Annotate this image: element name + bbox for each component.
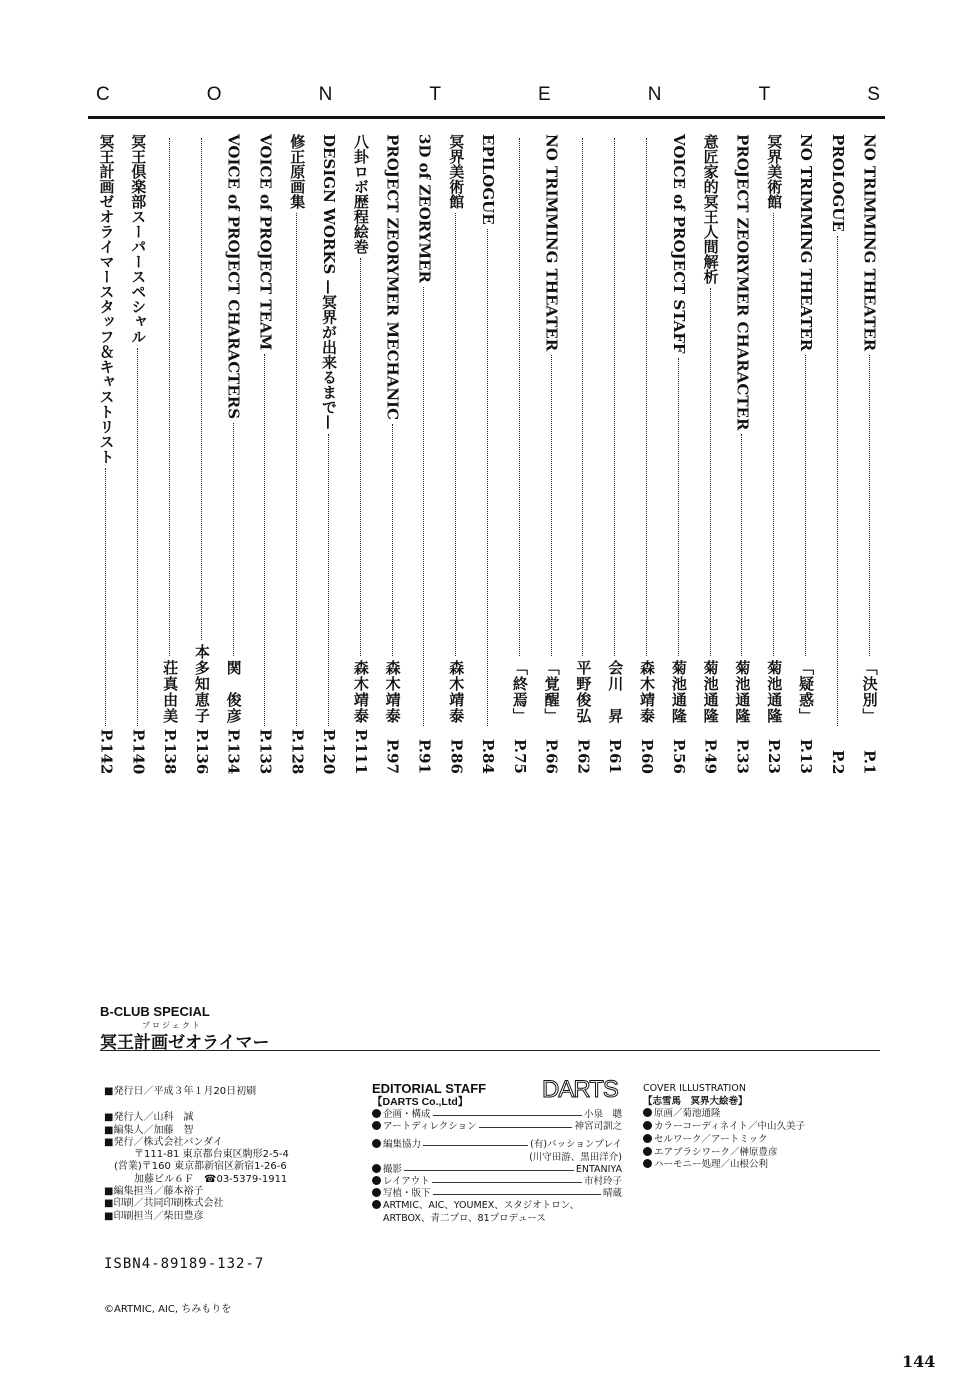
pub-info-line: (営業)〒160 東京都新宿区新宿1-26-6 [104,1161,287,1173]
toc-page: P.133 [256,728,275,774]
toc-author: 森木靖泰 [447,660,466,724]
contents-letter: C [96,84,110,105]
bullet-icon [643,1134,652,1143]
toc-author: 菊池通隆 [701,660,720,724]
contents-letter: T [429,84,441,105]
toc-author: 菊池通隆 [669,660,688,724]
cover-credit [643,1108,883,1121]
toc-page: P.84 [479,739,498,774]
staff-row [372,1188,622,1200]
toc-title: PROLOGUE [828,134,847,232]
staff-role: 撮影 [383,1163,403,1175]
toc-page: P.120 [320,728,339,774]
cover-subtitle: 【志雪馬 冥界大絵巻】 [643,1095,748,1107]
toc-title: 意匠家的冥王人間解析 [701,134,720,284]
dot-leader [328,434,329,726]
toc-entry[interactable] [662,134,694,774]
cover-credit [643,1147,883,1160]
toc-title: 冥界美術館 [765,134,784,209]
pub-info-line [104,1098,364,1112]
toc-page: P.13 [797,739,816,774]
toc-entry[interactable] [90,134,122,774]
contents-letter: E [538,84,551,105]
cover-credit [643,1134,883,1147]
toc-entry[interactable] [313,134,345,774]
dot-leader [805,355,806,656]
toc-entry[interactable] [567,134,599,774]
bullet-icon [643,1121,652,1130]
dot-leader [614,138,615,656]
editorial-staff [372,1076,622,1225]
staff-row [372,1164,622,1176]
cover-credit-text: 原画／菊池通隆 [654,1108,721,1120]
toc-page: P.1 [860,749,879,774]
toc-title: 冥王計画ゼオライマースタッフ＆キャストリスト [97,134,116,464]
dot-leader [423,287,424,726]
leader-line [423,1139,528,1146]
toc-title: PROJECT ZEORYMER MECHANIC [383,134,402,421]
toc-page: P.23 [765,739,784,774]
staff-name: 市村玲子 [583,1176,622,1188]
cover-credit [643,1159,883,1172]
page-number: 144 [902,1352,936,1371]
toc-entry[interactable] [408,134,440,774]
dot-leader [169,138,170,656]
cover-credit-text: ハーモニー処理／山根公利 [654,1159,769,1171]
toc-author: 森木靖泰 [383,660,402,724]
toc-entry[interactable] [344,134,376,774]
cover-credit-text: セルワーク／アートミック [654,1133,768,1145]
staff-role: 企画・構成 [383,1109,431,1120]
toc-entry[interactable] [376,134,408,774]
leader-line [433,1109,582,1116]
publication-info [104,1086,364,1223]
dot-leader [105,468,106,726]
pub-info-line: 〒111-81 東京都台東区駒形2-5-4 [104,1149,289,1161]
dot-leader [137,348,138,726]
staff-rows [372,1109,622,1200]
cover-credit-text: エアブラシワーク／榊原豊彦 [654,1146,778,1158]
staff-name: 小泉 聰 [583,1109,622,1120]
dot-leader [233,423,234,656]
bullet-icon [372,1164,381,1173]
toc-entry[interactable] [853,134,885,774]
bullet-icon [372,1188,381,1197]
bullet-icon [372,1109,381,1118]
pub-info-line: ■印刷担当／柴田豊彦 [104,1210,204,1222]
toc-entry[interactable] [503,134,535,774]
dot-leader [551,355,552,656]
staff-row [372,1121,622,1133]
toc-entry[interactable] [535,134,567,774]
toc-author: 会川 昇 [606,660,625,724]
staff-name: (有)パッションプレイ [530,1139,622,1151]
staff-row [372,1152,622,1164]
staff-credits: ARTMIC、AIC、YOUMEX、スタジオトロン、 [372,1200,622,1212]
toc-entry[interactable] [472,134,504,774]
cover-rows [643,1108,883,1172]
toc-entry[interactable] [821,134,853,774]
toc-page: P.60 [638,739,657,774]
toc-author: 「覚醒」 [542,660,561,724]
toc-page: P.66 [542,739,561,774]
toc-title: NO TRIMMING THEATER [860,134,879,352]
staff-name: 神宮司訓之 [574,1121,622,1133]
dot-leader [646,138,647,656]
toc-page: P.61 [606,739,625,774]
toc-title: NO TRIMMING THEATER [797,134,815,352]
dot-leader [392,424,393,656]
toc-entry[interactable] [281,134,313,774]
toc-page: P.138 [161,728,180,774]
leader-line [479,1121,573,1128]
bullet-icon [643,1147,652,1156]
toc-entry[interactable] [249,134,281,774]
toc-author: 菊池通隆 [765,660,784,724]
contents-letter: N [647,84,662,105]
toc-entry[interactable] [790,134,822,774]
bullet-icon [643,1159,652,1168]
pub-info-line: ■発行／株式会社バンダイ [104,1136,223,1148]
toc-author: 「決別」 [860,660,879,724]
toc-title: EPILOGUE [479,134,498,225]
toc-author: 菊池通隆 [733,660,752,724]
dot-leader [487,229,488,726]
cover-illustration [643,1083,883,1172]
staff-heading: EDITORIAL STAFF [372,1081,487,1096]
toc-title: 冥界美術館 [447,134,466,209]
toc-entry[interactable] [631,134,663,774]
toc-page: P.2 [828,749,847,774]
title-ruby: プロジェクト [142,1021,202,1030]
pub-info-line: ■編集担当／藤本裕子 [104,1186,204,1198]
toc-title: 八卦ロボ歴程絵巻 [351,134,370,254]
contents-letter: N [318,84,333,105]
book-title: 冥王計画ゼオライマー [100,1033,270,1053]
toc-entry[interactable] [726,134,758,774]
dot-leader [519,138,520,656]
toc-title: 冥王倶楽部スーパースペシャル [129,134,148,344]
dot-leader [455,213,456,656]
dot-leader [869,355,870,656]
toc-author: 関 俊彦 [224,660,243,724]
bullet-icon [643,1108,652,1117]
pub-info-line: ■発行人／山科 誠 [104,1112,194,1124]
leader-line [404,1164,574,1171]
toc-title: VOICE of PROJECT STAFF [669,134,688,354]
dot-leader [582,138,583,656]
toc-page: P.56 [669,739,688,774]
toc-title: VOICE of PROJECT CHARACTERS [224,134,243,420]
dot-leader [296,213,297,726]
staff-name: 晴蔵 [602,1188,622,1200]
toc-author: 「終焉」 [510,660,529,724]
leader-line [432,1176,582,1183]
isbn: ISBN4-89189-132-7 [104,1256,265,1272]
contents-letter: T [758,84,771,105]
dot-leader [773,213,774,656]
contents-letter: S [867,84,880,105]
toc-entry[interactable] [154,134,186,774]
top-rule [88,116,885,119]
bullet-icon [372,1139,381,1148]
toc-entry[interactable] [758,134,790,774]
toc-page: P.111 [351,728,370,774]
toc-author: 本多知恵子 [192,644,211,724]
dot-leader [837,236,838,726]
dot-leader [264,354,265,726]
toc-entry[interactable] [440,134,472,774]
toc-title: DESIGN WORKS —冥界が出来るまで— [320,134,339,430]
staff-role: 写植・版下 [383,1188,431,1200]
toc-author: 森木靖泰 [351,660,370,724]
copyright: ©ARTMIC, AIC, ちみもりを [104,1304,232,1315]
toc-page: P.128 [288,728,307,774]
contents-letter: O [206,84,222,105]
toc-author: 「疑惑」 [797,660,815,724]
dot-leader [710,288,711,656]
staff-row [372,1176,622,1188]
cover-heading: COVER ILLUSTRATION [643,1083,746,1094]
staff-company: 【DARTS Co.,Ltd】 [372,1096,469,1108]
staff-name: (川守田游、黒田洋介) [529,1151,622,1163]
toc-entry[interactable] [599,134,631,774]
toc-page: P.142 [97,728,116,774]
bullet-icon [372,1121,381,1130]
toc-title: VOICE of PROJECT TEAM [256,134,275,351]
toc-page: P.91 [415,739,434,774]
toc-entry[interactable] [185,134,217,774]
staff-row [372,1109,622,1121]
toc-title: NO TRIMMING THEATER [542,134,561,352]
darts-logo: DARTS [542,1076,618,1103]
toc-page: P.140 [129,728,148,774]
cover-credit [643,1121,883,1134]
toc-page: P.134 [224,728,243,774]
toc-page: P.62 [574,739,593,774]
dot-leader [678,358,679,656]
pub-info-line: ■編集人／加藤 智 [104,1124,194,1136]
pub-info-line: ■印刷／共同印刷株式会社 [104,1198,224,1210]
toc-page: P.33 [733,739,752,774]
bullet-icon [372,1176,381,1185]
staff-name: ENTANIYA [575,1163,622,1175]
toc-page: P.86 [447,739,466,774]
leader-line [433,1188,601,1195]
toc-entry[interactable] [122,134,154,774]
staff-role: アートディレクション [383,1121,477,1133]
staff-role: レイアウト [383,1176,430,1188]
toc-page: P.97 [383,739,402,774]
cover-credit-text: カラーコーディネイト／中山久美子 [654,1121,806,1133]
toc-title: 3D of ZEORYMER [415,134,434,284]
toc-entry[interactable] [217,134,249,774]
toc-page: P.49 [701,739,720,774]
toc-title: 修正原画集 [288,134,307,209]
dot-leader [201,138,202,640]
dot-leader [741,434,742,656]
toc-page: P.75 [510,739,529,774]
staff-credits-cont: ARTBOX、青二プロ、81プロデュース [383,1212,546,1224]
pub-info-line: 加藤ビル６Ｆ ☎03-5379-1911 [104,1173,288,1185]
table-of-contents [90,134,885,774]
bullet-icon [372,1200,381,1209]
toc-author: 平野俊弘 [574,660,593,724]
contents-heading [96,84,880,110]
staff-row [372,1139,622,1151]
pub-info-line: ■発行日／平成３年１月20日初刷 [104,1086,257,1097]
colophon-rule [100,1050,880,1051]
toc-author: 荘真由美 [161,660,180,724]
toc-page: P.136 [192,728,211,774]
toc-entry[interactable] [694,134,726,774]
toc-title: PROJECT ZEORYMER CHARACTER [733,134,752,431]
toc-author: 森木靖泰 [638,660,657,724]
staff-role: 編集協力 [383,1139,422,1151]
book-series: B-CLUB SPECIAL [100,1004,210,1019]
dot-leader [360,258,361,656]
